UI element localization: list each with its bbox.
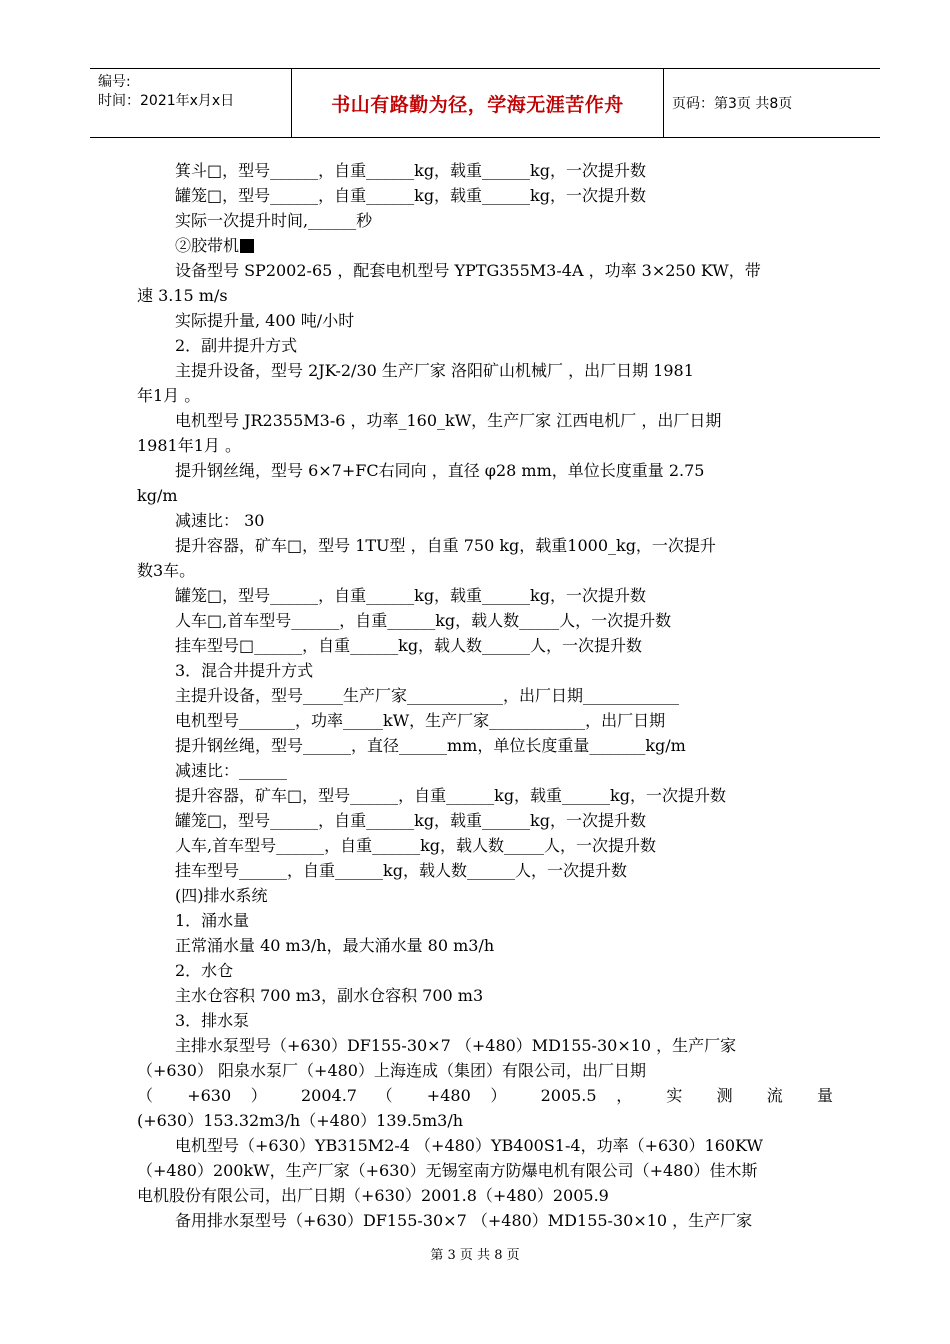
section-heading: 2．副井提升方式 [175, 336, 298, 355]
text-line: 提升容器，矿车□，型号 1TU型 ，自重 750 kg，载重1000_kg，一次提升 [175, 536, 716, 555]
text-line: 电机股份有限公司，出厂日期（+630）2001.8（+480）2005.9 [137, 1186, 609, 1205]
text-line: （+630） 阳泉水泵厂（+480）上海连成（集团）有限公司，出厂日期 [137, 1061, 646, 1080]
section-heading: (四)排水系统 [175, 886, 268, 905]
text-line: （ +630 ） 2004.7 （ +480 ） 2005.5 ， 实 测 流 量 [137, 1086, 833, 1105]
text-line: 电机型号 JR2355M3-6 ，功率_160_kW，生产厂家 江西电机厂 ，出厂日期 [175, 411, 722, 430]
belt-conveyor-heading: ②胶带机 [175, 236, 240, 255]
text-line: 人车,首车型号______，自重______kg，载人数_____人，一次提升数 [175, 836, 657, 855]
header-page-info: 页码：第3页 共8页 [672, 96, 793, 112]
text-line: 正常涌水量 40 m3/h，最大涌水量 80 m3/h [175, 936, 495, 955]
text-line: 人车□,首车型号______，自重______kg，载人数_____人，一次提升数 [175, 611, 672, 630]
text-line: 主提升设备，型号 2JK-2/30 生产厂家 洛阳矿山机械厂 ，出厂日期 1981 [175, 361, 694, 380]
text-line: 挂车型号______，自重______kg，载人数______人，一次提升数 [175, 861, 627, 880]
text-line: 电机型号_______，功率_____kW，生产厂家____________，出厂日期 [175, 711, 666, 730]
page-header [90, 68, 880, 138]
text-line: 主水仓容积 700 m3，副水仓容积 700 m3 [175, 986, 484, 1005]
section-heading: 3．排水泵 [175, 1011, 250, 1030]
text-line: 备用排水泵型号（+630）DF155-30×7 （+480）MD155-30×10 ，生产厂家 [175, 1211, 753, 1230]
text-line: 数3车。 [137, 561, 196, 580]
section-heading: 1．涌水量 [175, 911, 250, 930]
text-line: 箕斗□，型号______，自重______kg，载重______kg，一次提升数 [175, 161, 646, 180]
doc-code-label: 编号: [98, 74, 131, 90]
text-line: 提升钢丝绳，型号 6×7+FC右同向 ，直径 φ28 mm，单位长度重量 2.75 [175, 461, 705, 480]
text-line: kg/m [137, 486, 178, 505]
text-line: 减速比： 30 [175, 511, 265, 530]
text-line: 设备型号 SP2002-65 ，配套电机型号 YPTG355M3-4A ，功率 3×250 KW，带 [175, 261, 761, 280]
section-heading: 3．混合井提升方式 [175, 661, 314, 680]
header-motto: 书山有路勤为径，学海无涯苦作舟 [292, 69, 664, 137]
header-meta-cell [90, 69, 292, 137]
text-line: 速 3.15 m/s [137, 286, 228, 305]
text-line: (+630）153.32m3/h（+480）139.5m3/h [137, 1111, 464, 1130]
doc-time: 时间：2021年x月x日 [98, 93, 235, 109]
text-line: 实际提升量, 400 吨/小时 [175, 311, 355, 330]
document-body [137, 158, 833, 1233]
text-line: 罐笼□，型号______，自重______kg，载重______kg，一次提升数 [175, 586, 646, 605]
text-line: 实际一次提升时间,______秒 [175, 211, 373, 230]
text-line: 主排水泵型号（+630）DF155-30×7 （+480）MD155-30×10 ，生产厂家 [175, 1036, 737, 1055]
filled-square-icon [240, 239, 254, 253]
text-line: 提升容器，矿车□，型号______，自重______kg，载重______kg，一次提升数 [175, 786, 726, 805]
text-line: 1981年1月 。 [137, 436, 241, 455]
text-line: 罐笼□，型号______，自重______kg，载重______kg，一次提升数 [175, 811, 646, 830]
text-line: 罐笼□，型号______，自重______kg，载重______kg，一次提升数 [175, 186, 646, 205]
text-line: 减速比：______ [175, 761, 288, 780]
text-line: （+480）200kW，生产厂家（+630）无锡室南方防爆电机有限公司（+480）佳木斯 [137, 1161, 758, 1180]
section-heading: 2．水仓 [175, 961, 234, 980]
page-footer: 第 3 页 共 8 页 [430, 1248, 520, 1263]
text-line: 提升钢丝绳，型号______，直径______mm，单位长度重量_______kg/m [175, 736, 686, 755]
text-line: 电机型号（+630）YB315M2-4 （+480）YB400S1-4，功率（+630）160KW [175, 1136, 763, 1155]
text-line: 挂车型号□______，自重______kg，载人数______人，一次提升数 [175, 636, 643, 655]
text-line: 主提升设备，型号_____生产厂家____________，出厂日期____________ [175, 686, 680, 705]
text-line [137, 233, 833, 258]
text-line: 年1月 。 [137, 386, 201, 405]
